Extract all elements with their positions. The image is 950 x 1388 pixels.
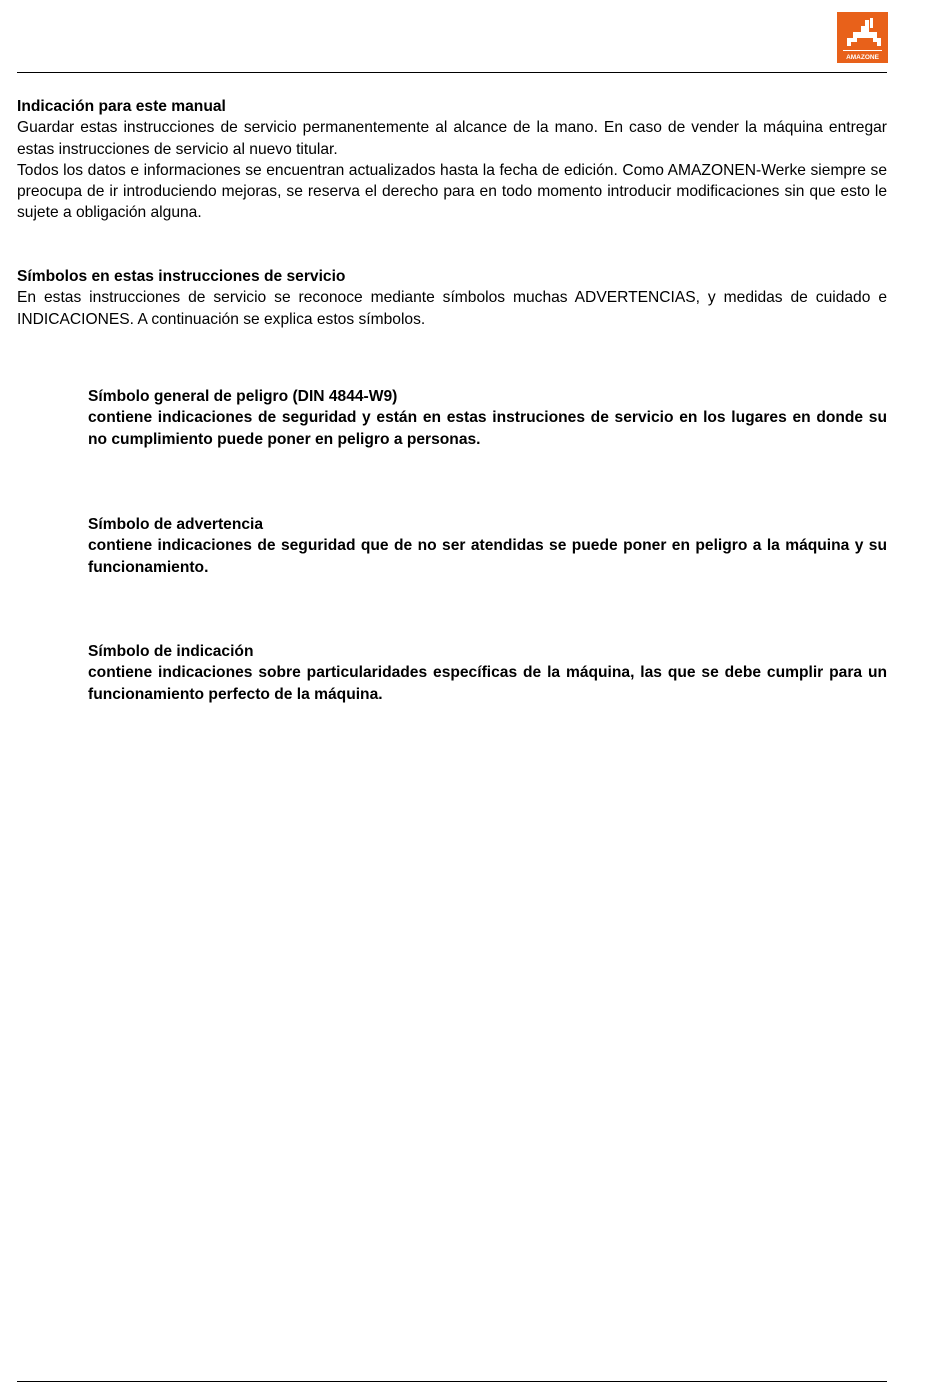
amazone-logo-icon — [837, 12, 888, 63]
manual-note-paragraph-1: Guardar estas instrucciones de servicio permanentemente al alcance de la mano. En caso de vender la máquina entregar estas instrucciones de servicio al nuevo titular. — [17, 119, 887, 158]
symbol-danger-text: contiene indicaciones de seguridad y están en estas instruciones de servicio en los lugares en donde su no cumplimiento puede poner en peligro a personas. — [88, 409, 887, 448]
manual-note-section — [17, 96, 887, 224]
symbol-note-title: Símbolo de indicación — [88, 643, 254, 660]
manual-note-paragraph-2: Todos los datos e informaciones se encuentran actualizados hasta la fecha de edición. Como AMAZONEN-Werke siempre se preocupa de ir introduciendo mejoras, se reserva el derecho para en todo momento introducir modificaciones sin que esto le sujete a obligación alguna. — [17, 161, 887, 222]
logo-text: AMAZONE — [846, 54, 879, 61]
amazone-logo — [837, 12, 888, 63]
symbol-warning-entry — [88, 514, 887, 578]
symbol-note-text: contiene indicaciones sobre particularidades específicas de la máquina, las que se debe cumplir para un funcionamiento perfecto de la máquina. — [88, 664, 887, 703]
symbol-warning-text: contiene indicaciones de seguridad que de no ser atendidas se puede poner en peligro a la máquina y su funcionamiento. — [88, 537, 887, 576]
header-divider — [17, 72, 887, 73]
symbol-note-entry — [88, 641, 887, 705]
footer-divider — [17, 1381, 887, 1382]
manual-note-heading: Indicación para este manual — [17, 98, 226, 115]
symbols-section — [17, 266, 887, 330]
symbols-heading: Símbolos en estas instrucciones de servicio — [17, 268, 346, 285]
symbol-danger-entry — [88, 386, 887, 450]
symbol-warning-title: Símbolo de advertencia — [88, 516, 264, 533]
symbol-danger-title: Símbolo general de peligro (DIN 4844-W9) — [88, 388, 398, 405]
symbols-paragraph: En estas instrucciones de servicio se reconoce mediante símbolos muchas ADVERTENCIAS, y medidas de cuidado e INDICACIONES. A continuación se explica estos símbolos. — [17, 289, 887, 328]
